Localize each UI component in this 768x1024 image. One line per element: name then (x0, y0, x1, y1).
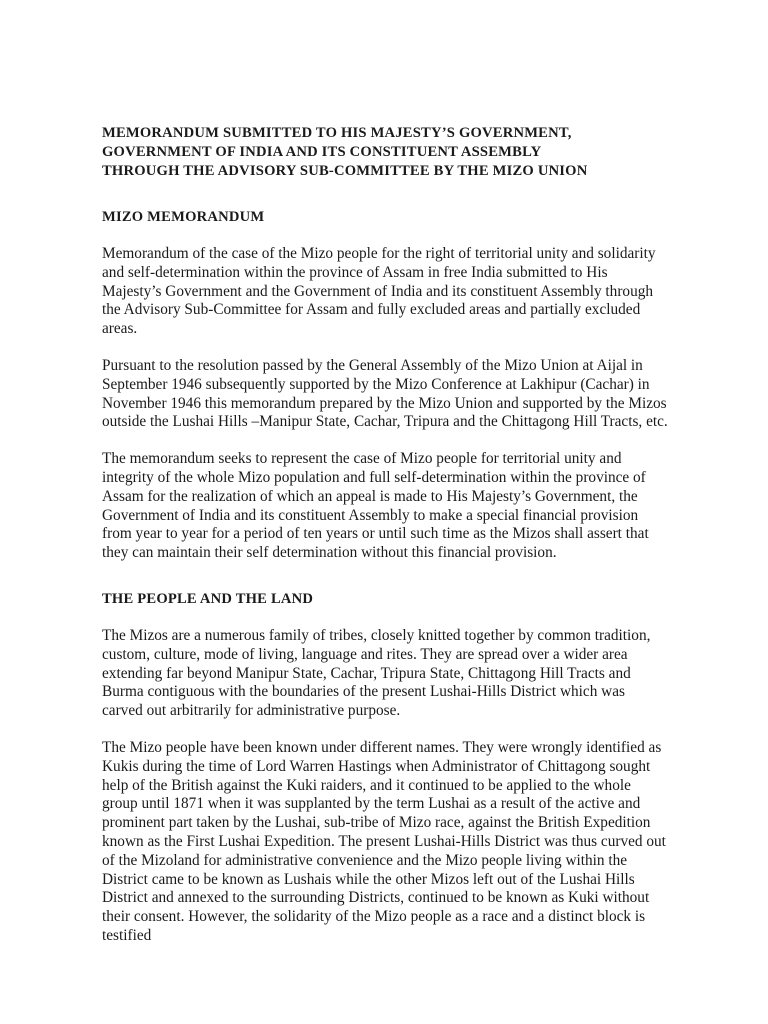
section-heading-people-and-land: THE PEOPLE AND THE LAND (102, 590, 314, 607)
paragraph: Pursuant to the resolution passed by the General Assembly of the Mizo Union at Aijal in September 1946 subsequently supported by the Mizo Conference at Lakhipur (Cachar) in November 1946 this memorandum prepared by the Mizo Union and supported by the Mizos outside the Lushai Hills –Manipur State, Cachar, Tripura and the Chittagong Hill Tracts, etc. (102, 356, 668, 431)
paragraph: Memorandum of the case of the Mizo people for the right of territorial unity and solidarity and self-determination within the province of Assam in free India submitted to His Majesty’s Government and the Government of India and its constituent Assembly through the Advisory Sub-Committee for Assam and fully excluded areas and partially excluded areas. (102, 245, 656, 338)
document-page (102, 124, 668, 946)
paragraph: The Mizo people have been known under different names. They were wrongly identified as Kukis during the time of Lord Warren Hastings when Administrator of Chittagong sought help of the British against the Kuki raiders, and it continued to be applied to the whole group until 1871 when it was supplanted by the term Lushai as a result of the active and prominent part taken by the Lushai, sub-tribe of Mizo race, against the British Expedition known as the First Lushai Expedition. The present Lushai-Hills District was thus curved out of the Mizoland for administrative convenience and the Mizo people living within the District came to be known as Lushais while the other Mizos left out of the Lushai Hills District and annexed to the surrounding Districts, continued to be known as Kuki without their consent. However, the solidarity of the Mizo people as a race and a distinct block is testified (102, 738, 666, 944)
title-line-1: MEMORANDUM SUBMITTED TO HIS MAJESTY’S GOVERNMENT, (102, 125, 572, 141)
document-title (102, 124, 668, 181)
paragraph: The Mizos are a numerous family of tribes, closely knitted together by common tradition, custom, culture, mode of living, language and rites. They are spread over a wider area extending far beyond Manipur State, Cachar, Tripura State, Chittagong Hill Tracts and Burma contiguous with the boundaries of the present Lushai-Hills District which was carved out arbitrarily for administrative purpose. (102, 626, 651, 720)
title-line-2: GOVERNMENT OF INDIA AND ITS CONSTITUENT ASSEMBLY (102, 144, 542, 160)
section-heading-mizo-memorandum: MIZO MEMORANDUM (102, 209, 265, 225)
title-line-3: THROUGH THE ADVISORY SUB-COMMITTEE BY THE MIZO UNION (102, 163, 588, 179)
paragraph: The memorandum seeks to represent the case of Mizo people for territorial unity and integrity of the whole Mizo population and full self-determination within the province of Assam for the realization of which an appeal is made to His Majesty’s Government, the Government of India and its constituent Assembly to make a special financial provision from year to year for a period of ten years or until such time as the Mizos shall assert that they can maintain their self determination without this financial provision. (102, 450, 649, 562)
